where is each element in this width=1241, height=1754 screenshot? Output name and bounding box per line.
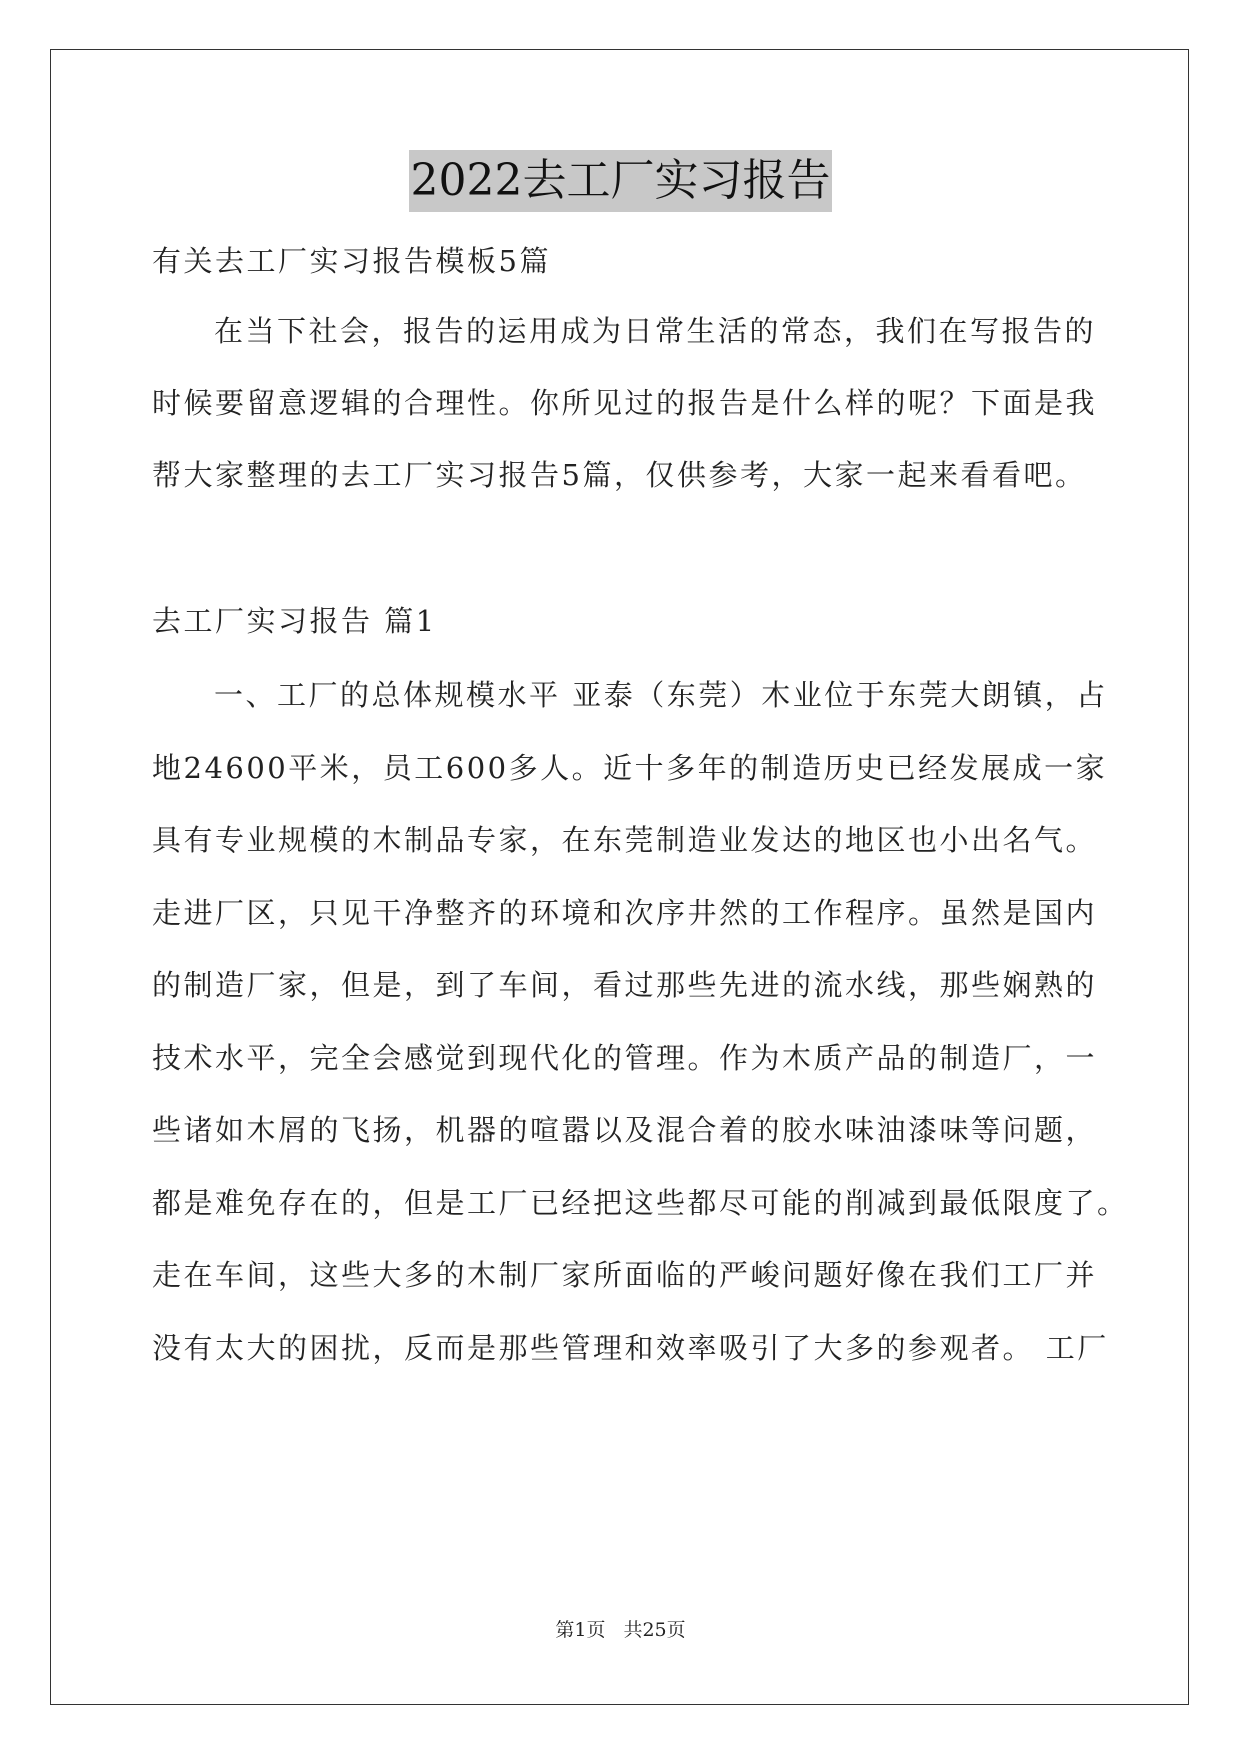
body-line: 些诸如木屑的飞扬，机器的喧嚣以及混合着的胶水味油漆味等问题， — [152, 1113, 1098, 1147]
document-subtitle: 有关去工厂实习报告模板5篇 — [152, 244, 551, 278]
body-line: 没有太大的困扰，反而是那些管理和效率吸引了大多的参观者。 工厂 — [152, 1331, 1109, 1365]
intro-line: 时候要留意逻辑的合理性。你所见过的报告是什么样的呢？下面是我 — [152, 386, 1098, 420]
section-heading: 去工厂实习报告 篇1 — [152, 604, 437, 638]
intro-line: 帮大家整理的去工厂实习报告5篇，仅供参考，大家一起来看看吧。 — [152, 458, 1087, 492]
body-line: 的制造厂家，但是，到了车间，看过那些先进的流水线，那些娴熟的 — [152, 968, 1098, 1002]
title-container — [0, 150, 1241, 212]
body-line: 走在车间，这些大多的木制厂家所面临的严峻问题好像在我们工厂并 — [152, 1258, 1098, 1292]
body-line: 都是难免存在的，但是工厂已经把这些都尽可能的削减到最低限度了。 — [152, 1186, 1129, 1220]
document-title: 2022去工厂实习报告 — [409, 150, 833, 212]
body-line: 一、工厂的总体规模水平 亚泰（东莞）木业位于东莞大朗镇，占 — [214, 678, 1108, 712]
body-line: 走进厂区，只见干净整齐的环境和次序井然的工作程序。虽然是国内 — [152, 896, 1098, 930]
body-line: 具有专业规模的木制品专家，在东莞制造业发达的地区也小出名气。 — [152, 823, 1098, 857]
page-border — [50, 49, 1189, 1705]
page-total: 共25页 — [623, 1619, 686, 1641]
page-footer — [0, 1618, 1241, 1642]
body-line: 技术水平，完全会感觉到现代化的管理。作为木质产品的制造厂，一 — [152, 1041, 1098, 1075]
body-line: 地24600平米，员工600多人。近十多年的制造历史已经发展成一家 — [152, 751, 1108, 785]
page-number: 第1页 — [555, 1619, 606, 1641]
intro-line: 在当下社会，报告的运用成为日常生活的常态，我们在写报告的 — [214, 314, 1097, 348]
